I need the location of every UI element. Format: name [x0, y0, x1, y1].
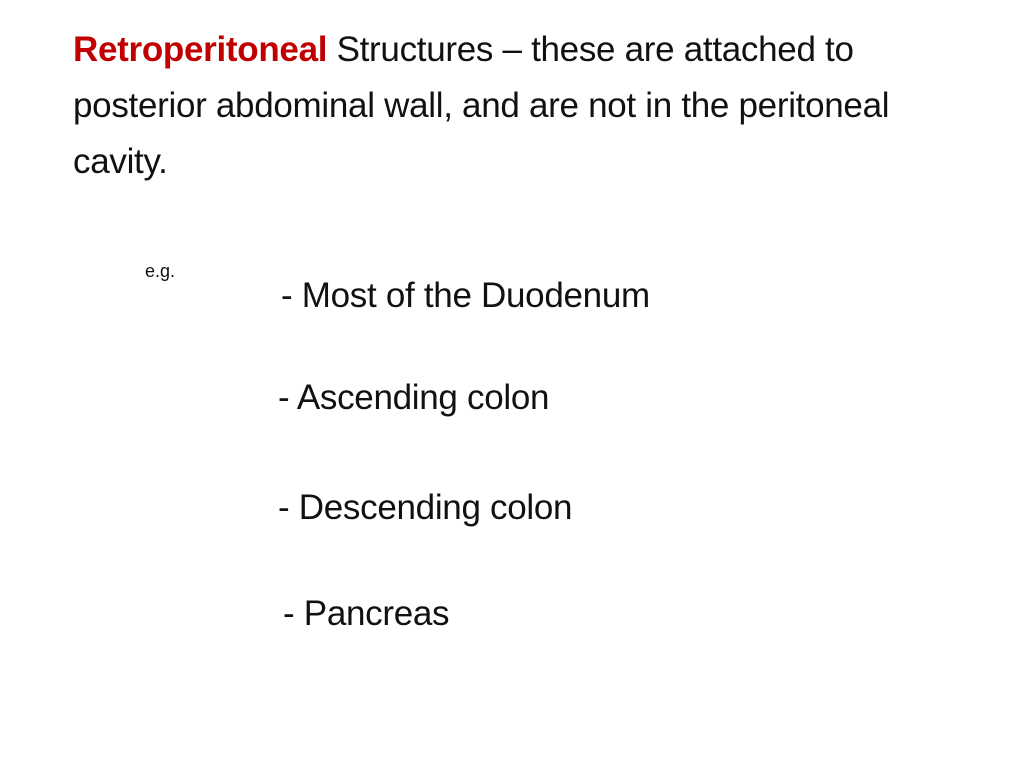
heading-term: Retroperitoneal [73, 30, 328, 69]
list-item-ascending-colon: - Ascending colon [278, 378, 550, 417]
slide-heading [73, 22, 893, 190]
list-item-descending-colon: - Descending colon [278, 488, 573, 527]
example-label: e.g. [145, 261, 176, 281]
list-item-pancreas: - Pancreas [283, 594, 450, 633]
list-item-duodenum: - Most of the Duodenum [281, 276, 650, 315]
heading-text: Structures – these are attached to posterior abdominal wall, and are not in the peritoneal cavity. [73, 30, 890, 181]
